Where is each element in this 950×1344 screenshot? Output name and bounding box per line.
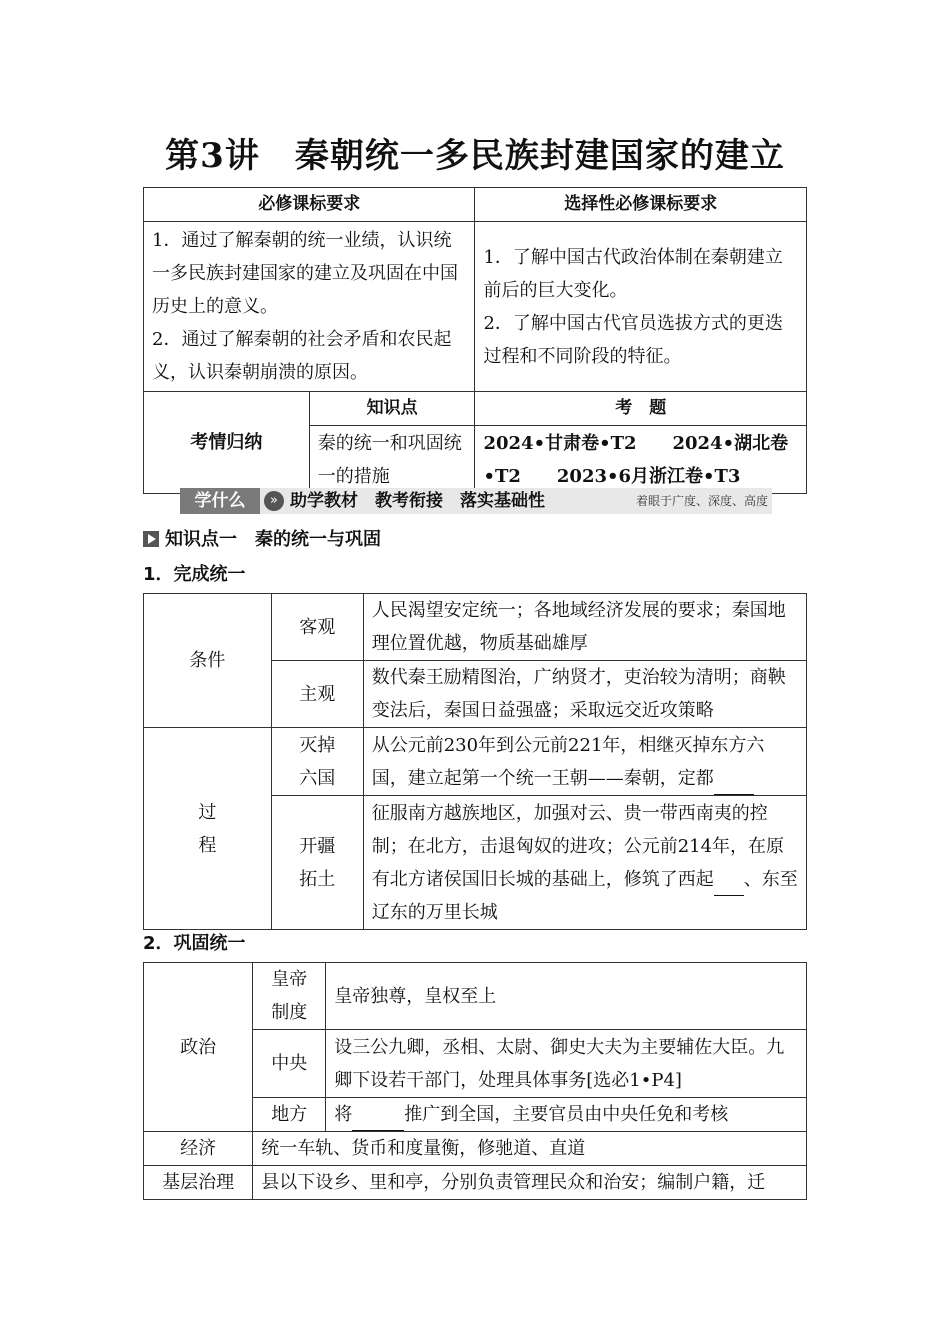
local-text-b: 推广到全国，主要官员由中央任免和考核 [404, 1104, 729, 1125]
exam-questions-value: 2024•甘肃卷•T2 2024•湖北卷•T2 2023•6月浙江卷•T3 [475, 426, 807, 494]
central-text: 设三公九卿，丞相、太尉、御史大夫为主要辅佐大臣。九卿下设若干部门，处理具体事务[选必1•P4] [326, 1030, 807, 1098]
expand-label-line2: 拓土 [299, 868, 336, 890]
process-label-line1: 过 [198, 801, 217, 823]
expand-text-b: 、东至辽东的万里长城 [371, 868, 798, 923]
local-system-blank[interactable] [352, 1108, 404, 1131]
objective-label: 客观 [271, 594, 363, 661]
local-text-a: 将 [334, 1104, 353, 1125]
knowledge-point-value: 秦的统一和巩固统一的措施 [309, 426, 475, 494]
emperor-label-line1: 皇帝 [271, 969, 308, 990]
required-standards-cell [144, 222, 475, 392]
study-banner [180, 488, 772, 514]
economy-label: 经济 [144, 1132, 253, 1166]
politics-label: 政治 [144, 963, 253, 1132]
subjective-label: 主观 [271, 661, 363, 728]
central-label: 中央 [253, 1030, 326, 1098]
elective-item-1: 1．了解中国古代政治体制在秦朝建立前后的巨大变化。 [483, 246, 783, 301]
grassroots-text: 县以下设乡、里和亭，分别负责管理民众和治安；编制户籍，迁 [253, 1166, 807, 1200]
unification-table [143, 593, 807, 930]
subheading-consolidate-unification: 2．巩固统一 [143, 933, 246, 954]
capital-blank[interactable] [714, 772, 754, 795]
requirements-table [143, 187, 807, 494]
grassroots-label: 基层治理 [144, 1166, 253, 1200]
local-label: 地方 [253, 1098, 326, 1132]
conditions-label: 条件 [144, 594, 272, 728]
emperor-label-line2: 制度 [271, 1002, 308, 1023]
banner-note: 着眼于广度、深度、高度 [635, 494, 768, 508]
elective-item-2: 2．了解中国古代官员选拔方式的更迭过程和不同阶段的特征。 [483, 312, 783, 367]
page-title: 第3讲 秦朝统一多民族封建国家的建立 [165, 136, 785, 176]
play-triangle-icon [143, 531, 159, 547]
great-wall-west-blank[interactable] [714, 873, 744, 896]
expand-territory-label [271, 796, 363, 930]
destroy-label-line2: 六国 [299, 767, 336, 789]
consolidation-table [143, 962, 807, 1200]
emperor-system-label [253, 963, 326, 1030]
required-standards-header: 必修课标要求 [144, 188, 475, 222]
knowledge-point-header: 知识点 [309, 392, 475, 426]
destroy-six-states-text [363, 728, 806, 796]
banner-tag: 学什么 [180, 488, 260, 514]
required-item-1: 1．通过了解秦朝的统一业绩，认识统一多民族封建国家的建立及巩固在中国历史上的意义。 [152, 230, 458, 317]
emperor-system-text: 皇帝独尊，皇权至上 [326, 963, 807, 1030]
process-label [144, 728, 272, 930]
destroy-six-states-label [271, 728, 363, 796]
destroy-label-line1: 灭掉 [299, 734, 336, 756]
double-arrow-icon: » [264, 491, 284, 511]
economy-text: 统一车轨、货币和度量衡，修驰道、直道 [253, 1132, 807, 1166]
expand-territory-text [363, 796, 806, 930]
section-heading-text: 知识点一 秦的统一与巩固 [165, 529, 381, 550]
process-label-line2: 程 [198, 834, 217, 856]
section-heading [143, 525, 381, 551]
destroy-text: 从公元前230年到公元前221年，相继灭掉东方六国，建立起第一个统一王朝——秦朝，定都 [371, 734, 765, 789]
expand-label-line1: 开疆 [299, 835, 336, 857]
subheading-complete-unification: 1．完成统一 [143, 564, 246, 585]
objective-text: 人民渴望安定统一；各地域经济发展的要求；秦国地理位置优越，物质基础雄厚 [363, 594, 806, 661]
local-text [326, 1098, 807, 1132]
exam-summary-label: 考情归纳 [144, 392, 310, 494]
expand-text-a: 征服南方越族地区，加强对云、贵一带西南夷的控制；在北方，击退匈奴的进攻；公元前214年，在原有北方诸侯国旧长城的基础上，修筑了西起 [371, 802, 785, 890]
exam-questions-header: 考 题 [475, 392, 807, 426]
elective-standards-cell [475, 222, 807, 392]
subjective-text: 数代秦王励精图治，广纳贤才，吏治较为清明；商鞅变法后，秦国日益强盛；采取远交近攻策略 [363, 661, 806, 728]
required-item-2: 2．通过了解秦朝的社会矛盾和农民起义，认识秦朝崩溃的原因。 [152, 329, 452, 383]
elective-standards-header: 选择性必修课标要求 [475, 188, 807, 222]
banner-text: 助学教材 教考衔接 落实基础性 [290, 491, 545, 511]
